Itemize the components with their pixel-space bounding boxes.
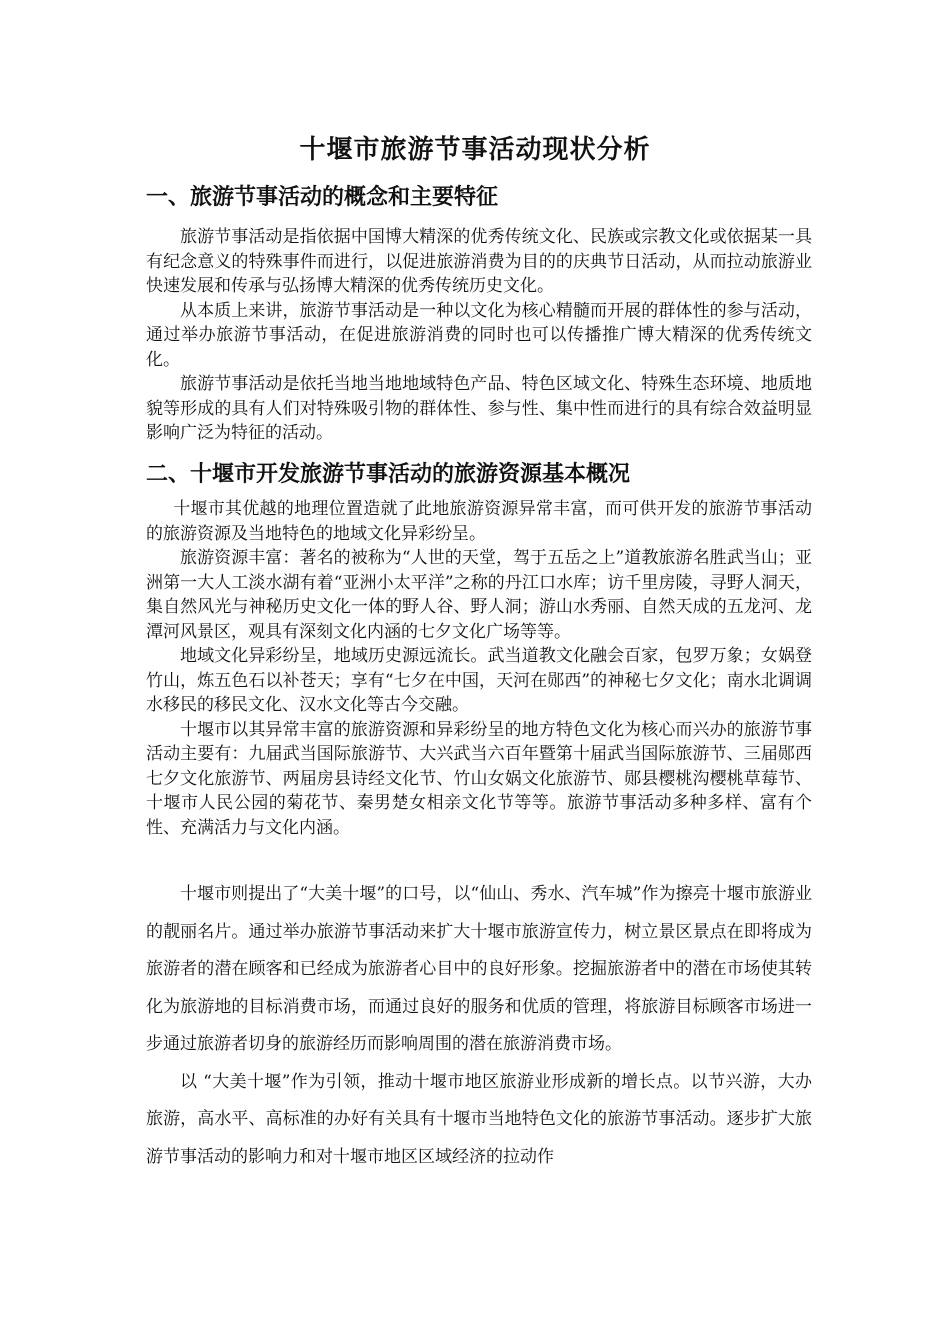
paragraph: 旅游资源丰富：著名的被称为“人世的天堂，驾于五岳之上”道教旅游名胜武当山；亚洲第一大人工淡水湖有着“亚洲小太平洋”之称的丹江口水库；访千里房陵，寻野人洞天，集自然风光与神秘历史文化一体的野人谷、野人洞；游山水秀丽、自然天成的五龙河、龙潭河风景区，观具有深刻文化内涵的七夕文化广场等等。 (146, 548, 812, 642)
section-1-body (146, 225, 812, 446)
paragraph: 以 “大美十堰”作为引领，推动十堰市地区旅游业形成新的增长点。以节兴游，大办旅游，高水平、高标准的办好有关具有十堰市当地特色文化的旅游节事活动。逐步扩大旅游节事活动的影响力和对十堰市地区区域经济的拉动作 (146, 1071, 812, 1167)
paragraph: 十堰市以其异常丰富的旅游资源和异彩纷呈的地方特色文化为核心而兴办的旅游节事活动主要有：九届武当国际旅游节、大兴武当六百年暨第十届武当国际旅游节、三届郧西七夕文化旅游节、两届房县诗经文化节、竹山女娲文化旅游节、郧县樱桃沟樱桃草莓节、十堰市人民公园的菊花节、秦男楚女相亲文化节等等。旅游节事活动多种多样、富有个性、充满活力与文化内涵。 (146, 719, 812, 838)
paragraph: 旅游节事活动是依托当地当地地域特色产品、特色区域文化、特殊生态环境、地质地貌等形成的具有人们对特殊吸引物的群体性、参与性、集中性而进行的具有综合效益明显影响广泛为特征的活动。 (146, 374, 812, 443)
section-heading-1: 一、旅游节事活动的概念和主要特征 (146, 184, 499, 210)
document-title: 十堰市旅游节事活动现状分析 (299, 135, 651, 165)
paragraph: 从本质上来讲，旅游节事活动是一种以文化为核心精髓而开展的群体性的参与活动，通过举办旅游节事活动，在促进旅游消费的同时也可以传播推广博大精深的优秀传统文化。 (146, 300, 812, 370)
paragraph: 地域文化异彩纷呈，地域历史源远流长。武当道教文化融会百家，包罗万象；女娲登竹山，炼五色石以补苍天；享有“七夕在中国，天河在郧西”的神秘七夕文化；南水北调调水移民的移民文化、汉水文化等古今交融。 (146, 646, 812, 715)
paragraph: 十堰市则提出了“大美十堰”的口号，以“仙山、秀水、汽车城”作为擦亮十堰市旅游业的靓丽名片。通过举办旅游节事活动来扩大十堰市旅游宣传力，树立景区景点在即将成为旅游者的潜在顾客和已经成为旅游者心目中的良好形象。挖掘旅游者中的潜在市场使其转化为旅游地的目标消费市场，而通过良好的服务和优质的管理，将旅游目标顾客市场进一步通过旅游者切身的旅游经历而影响周围的潜在旅游消费市场。 (146, 884, 812, 1054)
section-2-body (146, 497, 812, 840)
paragraph: 十堰市其优越的地理位置造就了此地旅游资源异常丰富，而可供开发的旅游节事活动的旅游资源及当地特色的地域文化异彩纷呈。 (146, 499, 812, 544)
section-2-body-continued (146, 876, 812, 1176)
paragraph: 旅游节事活动是指依据中国博大精深的优秀传统文化、民族或宗教文化或依据某一具有纪念意义的特殊事件而进行，以促进旅游消费为目的的庆典节日活动，从而拉动旅游业快速发展和传承与弘扬博大精深的优秀传统历史文化。 (146, 227, 812, 296)
section-heading-2: 二、十堰市开发旅游节事活动的旅游资源基本概况 (146, 461, 631, 487)
